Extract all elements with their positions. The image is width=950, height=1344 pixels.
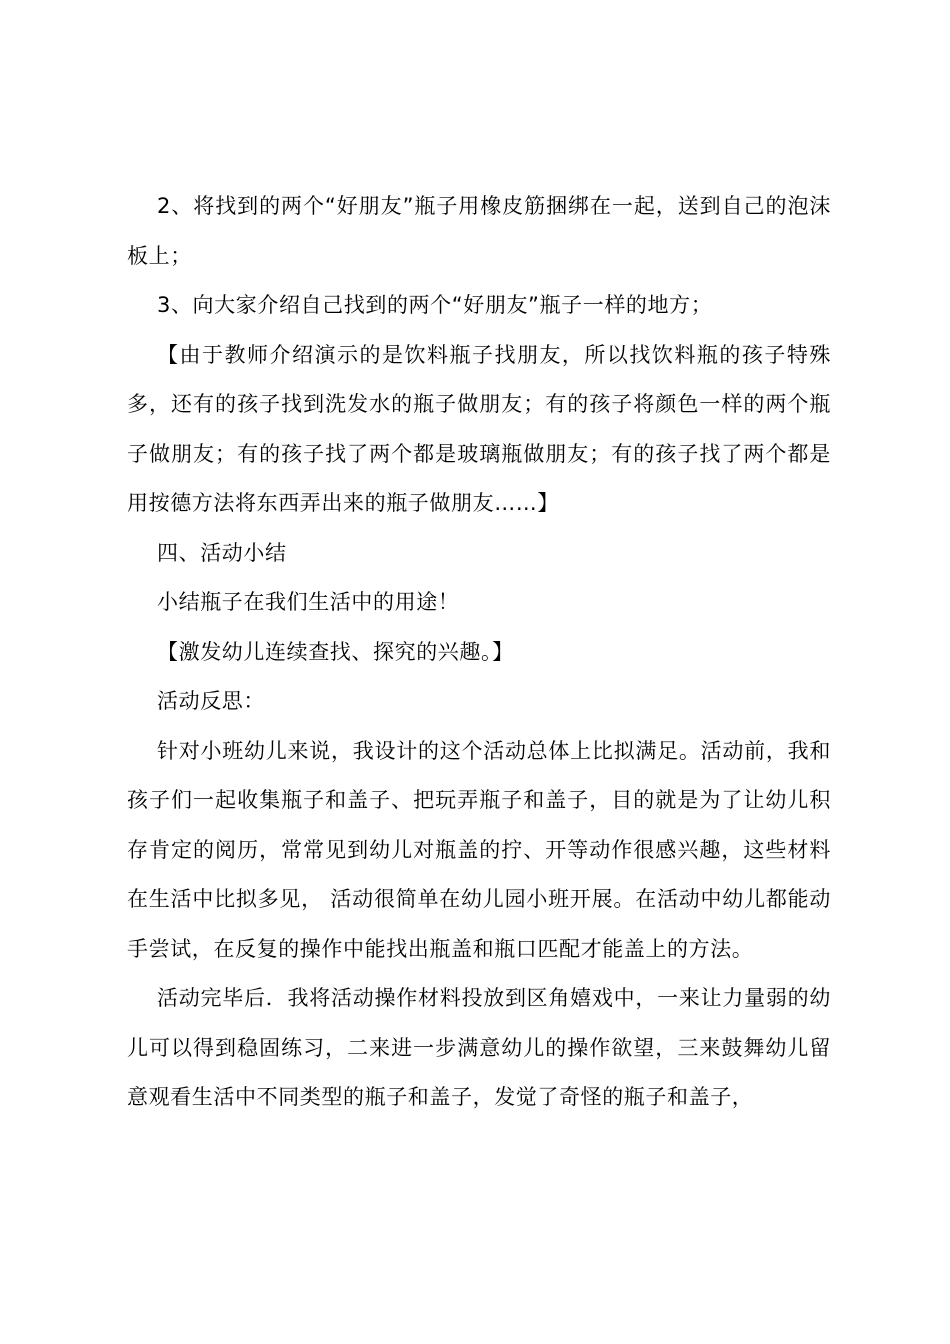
section-heading-summary: 四、活动小结 — [157, 540, 287, 565]
paragraph-note-1: 【由于教师介绍演示的是饮料瓶子找朋友，所以找饮料瓶的孩子特殊多，还有的孩子找到洗发水的瓶子做朋友；有的孩子将颜色一样的两个瓶子做朋友；有的孩子找了两个都是玻璃瓶做朋友；有的孩子找了两个都是用按德方法将东西弄出来的瓶子做朋友……】 — [127, 342, 831, 515]
document-body — [127, 182, 831, 1123]
paragraph-note-2: 【激发幼儿连续查找、探究的兴趣。】 — [157, 639, 514, 664]
paragraph-step-3: 3、向大家介绍自己找到的两个“好朋友”瓶子一样的地方； — [157, 293, 713, 317]
paragraph-summary: 小结瓶子在我们生活中的用途！ — [157, 590, 460, 614]
paragraph-step-2: 2、将找到的两个“好朋友”瓶子用橡皮筋捆绑在一起，送到自己的泡沫板上； — [127, 194, 831, 268]
paragraph-reflection-1: 针对小班幼儿来说，我设计的这个活动总体上比拟满足。活动前，我和孩子们一起收集瓶子和盖子、把玩弄瓶子和盖子，目的就是为了让幼儿积存肯定的阅历，常常见到幼儿对瓶盖的拧、开等动作很感兴趣，这些材料在生活中比拟多见， 活动很简单在幼儿园小班开展。在活动中幼儿都能动手尝试，在反复的操作中能找出瓶盖和瓶口匹配才能盖上的方法。 — [127, 738, 831, 961]
reflection-heading: 活动反思： — [157, 689, 265, 713]
paragraph-reflection-2: 活动完毕后．我将活动操作材料投放到区角嬉戏中，一来让力量弱的幼儿可以得到稳固练习，二来进一步满意幼儿的操作欲望，三来鼓舞幼儿留意观看生活中不同类型的瓶子和盖子，发觉了奇怪的瓶子和盖子， — [127, 986, 831, 1109]
